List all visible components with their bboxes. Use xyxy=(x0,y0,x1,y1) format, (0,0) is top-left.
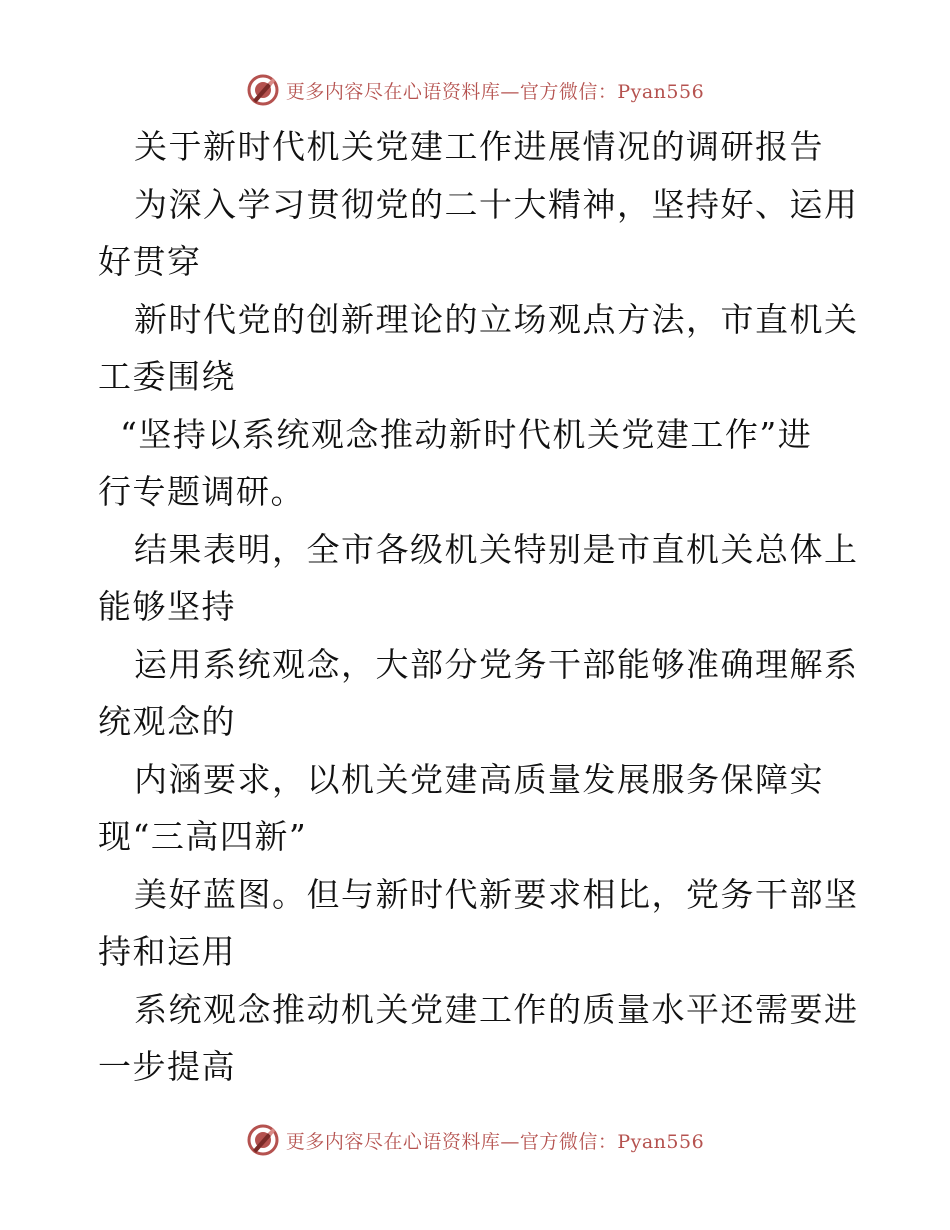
paragraph-line: 能够坚持 xyxy=(98,587,236,626)
paragraph-line: 好贯穿 xyxy=(98,242,202,281)
pen-logo-icon xyxy=(246,73,280,107)
paragraph-line: 工委围绕 xyxy=(98,357,236,396)
paragraph-line: “坚持以系统观念推动新时代机关党建工作”进 xyxy=(120,414,813,454)
paragraph-line: 行专题调研。 xyxy=(98,472,305,511)
paragraph-line: 内涵要求，以机关党建高质量发展服务保障实 xyxy=(134,759,824,799)
paragraph-line: 结果表明，全市各级机关特别是市直机关总体上 xyxy=(134,529,859,569)
footer-watermark-banner xyxy=(0,1120,950,1160)
header-watermark-banner xyxy=(0,70,950,110)
paragraph-line: 现“三高四新” xyxy=(98,817,308,856)
paragraph-line: 美好蓝图。但与新时代新要求相比，党务干部坚 xyxy=(134,874,859,914)
paragraph-line: 持和运用 xyxy=(98,932,236,971)
pen-logo-icon xyxy=(246,1123,280,1157)
banner-text: 更多内容尽在心语资料库—官方微信：Pyan556 xyxy=(285,1130,705,1153)
paragraph-line: 系统观念推动机关党建工作的质量水平还需要进 xyxy=(134,989,859,1029)
paragraph-line: 运用系统观念，大部分党务干部能够准确理解系 xyxy=(134,644,859,684)
paragraph-line: 为深入学习贯彻党的二十大精神，坚持好、运用 xyxy=(134,184,859,224)
banner-text: 更多内容尽在心语资料库—官方微信：Pyan556 xyxy=(285,80,705,103)
paragraph-line: 统观念的 xyxy=(98,702,236,741)
document-body xyxy=(98,118,858,1096)
paragraph-line: 新时代党的创新理论的立场观点方法，市直机关 xyxy=(134,299,859,339)
paragraph-line: 一步提高 xyxy=(98,1047,236,1086)
document-title: 关于新时代机关党建工作进展情况的调研报告 xyxy=(134,127,824,166)
